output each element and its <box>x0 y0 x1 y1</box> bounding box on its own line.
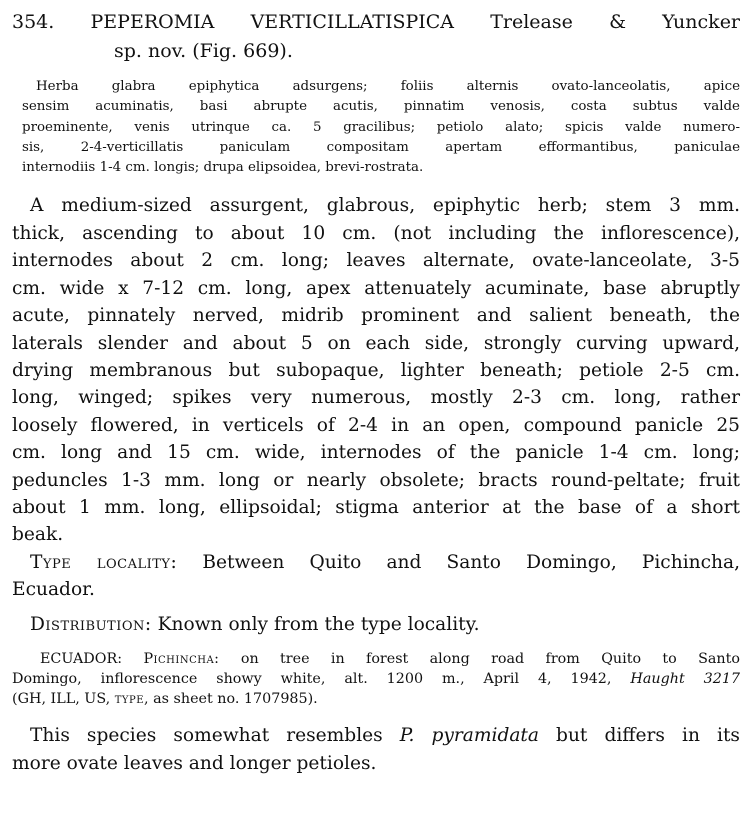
distribution <box>12 611 740 638</box>
type-locality-label: Type locality: <box>30 551 178 573</box>
specimen-collector: Haught 3217 <box>630 670 741 687</box>
comment-text: This species somewhat resembles <box>30 724 383 746</box>
description-line: laterals slender and about 5 on each side, strongly curving upward, <box>12 332 740 354</box>
heading-line <box>12 8 740 37</box>
latin-line: sis, 2-4-verticillatis paniculam compositam apertam efformantibus, paniculae <box>22 139 740 155</box>
specimen-type-word: type <box>114 690 145 707</box>
specimen-details: Domingo, inflorescence showy white, alt. 1200 m., April 4, 1942, <box>12 670 612 687</box>
description-line: long, winged; spikes very numerous, mostly 2-3 cm. long, rather <box>12 387 740 409</box>
specimen-locality: on tree in forest along road from Quito to Santo <box>240 650 740 667</box>
specimen-line <box>12 649 740 669</box>
description-line: cm. wide x 7-12 cm. long, apex attenuately acuminate, base abruptly <box>12 277 740 299</box>
type-locality-text: Between Quito and Santo Domingo, Pichincha, <box>202 551 740 573</box>
distribution-text: Known only from the type locality. <box>157 613 480 635</box>
comment-line: more ovate leaves and longer petioles. <box>12 752 377 774</box>
latin-line: sensim acuminatis, basi abrupte acutis, pinnatim venosis, costa subtus valde <box>22 99 740 115</box>
description-line: about 1 mm. long, ellipsoidal; stigma anterior at the base of a short <box>12 496 740 518</box>
heading-subline: sp. nov. (Fig. 669). <box>114 40 293 62</box>
species-name: PEPEROMIA VERTICILLATISPICA <box>90 11 455 33</box>
latin-line: internodiis 1-4 cm. longis; drupa elipsoidea, brevi-rostrata. <box>22 160 424 176</box>
description-line: peduncles 1-3 mm. long or nearly obsolete; bracts round-peltate; fruit <box>12 469 740 491</box>
description-line: thick, ascending to about 10 cm. (not including the inflorescence), <box>12 222 740 244</box>
specimen-province: Pichincha: <box>143 650 220 667</box>
distribution-label: Distribution: <box>30 613 152 635</box>
specimen-citation <box>12 649 740 709</box>
latin-line: Herba glabra epiphytica adsurgens; foliis alternis ovato-lanceolatis, apice <box>36 79 740 94</box>
comment-line <box>12 722 740 750</box>
comment-species-ref: P. pyramidata <box>399 724 539 746</box>
comment-text-end: but differs in its <box>556 724 740 746</box>
description-paragraph <box>12 192 740 548</box>
description-line: internodes about 2 cm. long; leaves alternate, ovate-lanceolate, 3-5 <box>12 250 740 272</box>
specimen-herbaria: (GH, ILL, US, <box>12 690 111 707</box>
description-line: beak. <box>12 524 64 546</box>
latin-diagnosis <box>12 77 740 178</box>
description-line: acute, pinnately nerved, midrib prominent and salient beneath, the <box>12 305 740 327</box>
specimen-line <box>12 689 740 709</box>
type-locality-line-2: Ecuador. <box>12 579 95 601</box>
description-line: cm. long and 15 cm. wide, internodes of the panicle 1-4 cm. long; <box>12 442 740 464</box>
specimen-country: ECUADOR: <box>40 650 123 667</box>
latin-line: proeminente, venis utrinque ca. 5 gracilibus; petiolo alato; spicis valde numero- <box>22 119 740 135</box>
type-locality-line <box>12 549 740 576</box>
comment-paragraph <box>12 722 740 778</box>
species-number: 354. <box>12 11 55 33</box>
distribution-line <box>12 611 740 638</box>
type-locality <box>12 549 740 604</box>
description-line: A medium-sized assurgent, glabrous, epiphytic herb; stem 3 mm. <box>30 195 740 217</box>
description-line: drying membranous but subopaque, lighter beneath; petiole 2-5 cm. <box>12 359 740 381</box>
species-authors: Trelease & Yuncker <box>490 11 741 33</box>
species-heading <box>12 8 740 66</box>
specimen-sheet: , as sheet no. 1707985). <box>144 690 318 707</box>
specimen-line <box>12 669 740 689</box>
description-line: loosely flowered, in verticels of 2-4 in an open, compound panicle 25 <box>12 414 740 436</box>
